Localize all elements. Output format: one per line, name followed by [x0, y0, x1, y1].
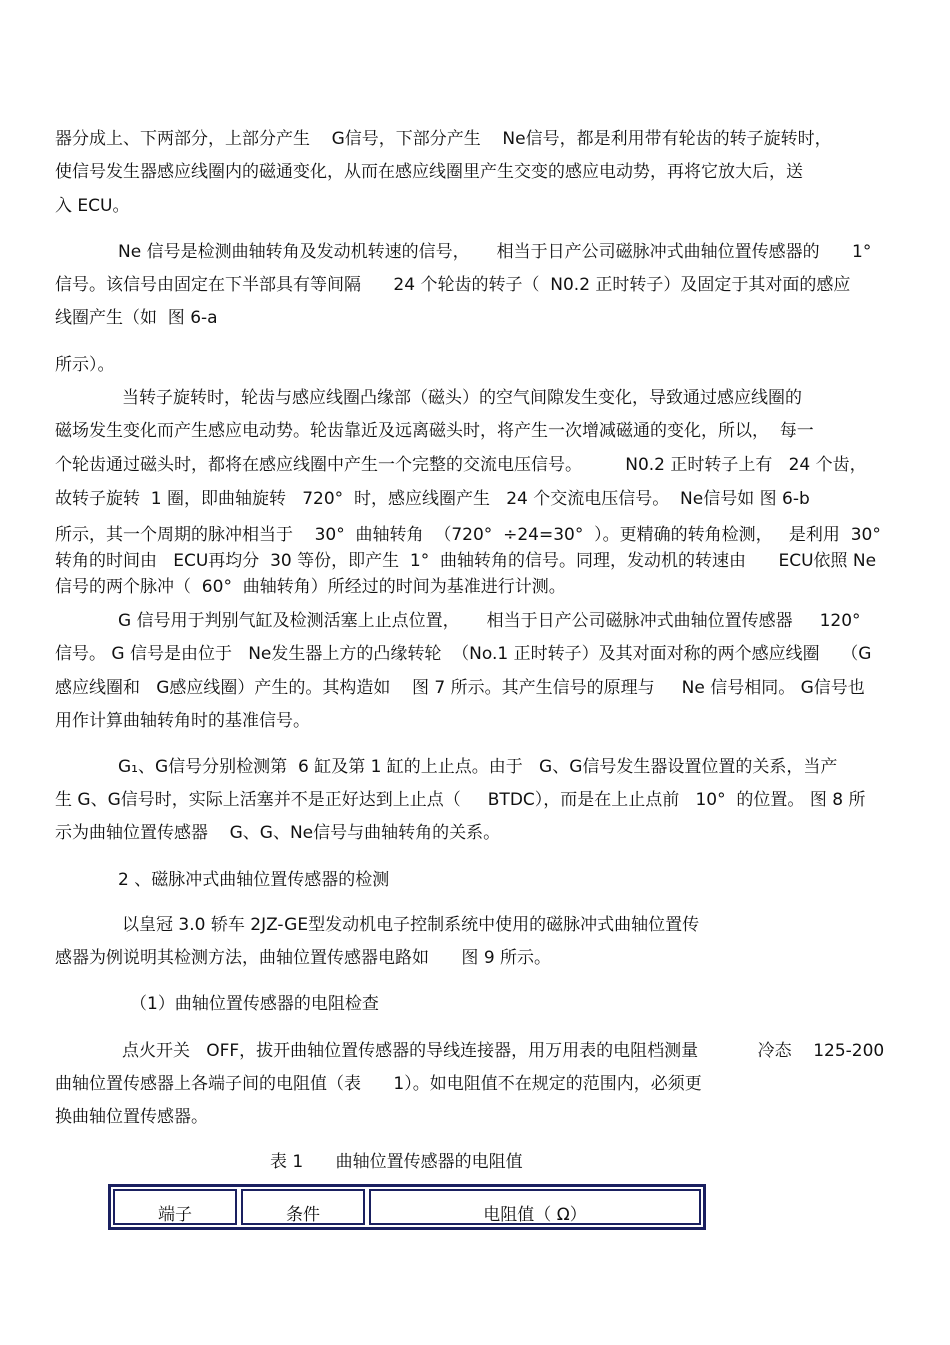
text-line: 换曲轴位置传感器。 — [55, 1107, 208, 1127]
text-line: 示为曲轴位置传感器 G、G、Ne信号与曲轴转角的关系。 — [55, 823, 501, 843]
table-header-cell: 电阻值（ Ω） — [369, 1189, 701, 1225]
text-line: Ne 信号是检测曲轴转角及发动机转速的信号， 相当于日产公司磁脉冲式曲轴位置传感器的 1° — [118, 242, 872, 262]
text-line: G₁、G信号分别检测第 6 缸及第 1 缸的上止点。由于 G、G信号发生器设置位置的关系，当产 — [118, 757, 838, 777]
resistance-table — [108, 1184, 706, 1230]
subsection-heading: （1）曲轴位置传感器的电阻检查 — [130, 994, 379, 1014]
text-line: 线圈产生（如 图 6-a — [55, 308, 218, 328]
text-line: 感应线圈和 G感应线圈）产生的。其构造如 图 7 所示。其产生信号的原理与 Ne 信号相同。 G信号也 — [55, 678, 865, 698]
text-line: 以皇冠 3.0 轿车 2JZ-GE型发动机电子控制系统中使用的磁脉冲式曲轴位置传 — [122, 915, 700, 935]
text-line: 故转子旋转 1 圈，即曲轴旋转 720° 时，感应线圈产生 24 个交流电压信号。 Ne信号如 图 6-b — [55, 489, 810, 509]
section-heading: 2 、磁脉冲式曲轴位置传感器的检测 — [118, 870, 390, 890]
text-line: 入 ECU。 — [55, 196, 130, 216]
table-header-cell: 条件 — [241, 1189, 365, 1225]
table-header-cell: 端子 — [113, 1189, 237, 1225]
text-line: 器分成上、下两部分，上部分产生 G信号，下部分产生 Ne信号，都是利用带有轮齿的转子旋转时， — [55, 129, 832, 149]
text-line: 信号的两个脉冲（ 60° 曲轴转角）所经过的时间为基准进行计测。 — [55, 577, 566, 597]
text-line: 所示）。 — [55, 355, 115, 375]
text-line: 信号。 G 信号是由位于 Ne发生器上方的凸缘转轮 （No.1 正时转子）及其对面对称的两个感应线圈 （G — [55, 644, 872, 664]
text-line: 生 G、G信号时，实际上活塞并不是正好达到上止点（ BTDC），而是在上止点前 10° 的位置。 图 8 所 — [55, 790, 866, 810]
text-line: 转角的时间由 ECU再均分 30 等份，即产生 1° 曲轴转角的信号。同理，发动机的转速由 ECU依照 Ne — [55, 551, 877, 571]
text-line: 点火开关 OFF，拔开曲轴位置传感器的导线连接器，用万用表的电阻档测量 冷态 125-200 — [122, 1041, 885, 1061]
text-line: 使信号发生器感应线圈内的磁通变化，从而在感应线圈里产生交变的感应电动势，再将它放大后，送 — [55, 162, 803, 182]
text-line: 用作计算曲轴转角时的基准信号。 — [55, 711, 310, 731]
text-line: G 信号用于判别气缸及检测活塞上止点位置， 相当于日产公司磁脉冲式曲轴位置传感器 120° — [118, 611, 861, 631]
text-line: 感器为例说明其检测方法，曲轴位置传感器电路如 图 9 所示。 — [55, 948, 552, 968]
table-caption: 表 1 曲轴位置传感器的电阻值 — [270, 1152, 523, 1172]
text-line: 磁场发生变化而产生感应电动势。轮齿靠近及远离磁头时，将产生一次增减磁通的变化，所以， 每一 — [55, 421, 814, 441]
text-line: 个轮齿通过磁头时，都将在感应线圈中产生一个完整的交流电压信号。 N0.2 正时转子上有 24 个齿， — [55, 455, 867, 475]
text-line: 曲轴位置传感器上各端子间的电阻值（表 1）。如电阻值不在规定的范围内，必须更 — [55, 1074, 702, 1094]
text-line: 信号。该信号由固定在下半部具有等间隔 24 个轮齿的转子（ N0.2 正时转子）及固定于其对面的感应 — [55, 275, 851, 295]
text-line: 当转子旋转时，轮齿与感应线圈凸缘部（磁头）的空气间隙发生变化，导致通过感应线圈的 — [122, 388, 802, 408]
text-line: 所示，其一个周期的脉冲相当于 30° 曲轴转角 （720° ÷24=30° ）。更精确的转角检测， 是利用 30° — [55, 525, 881, 545]
